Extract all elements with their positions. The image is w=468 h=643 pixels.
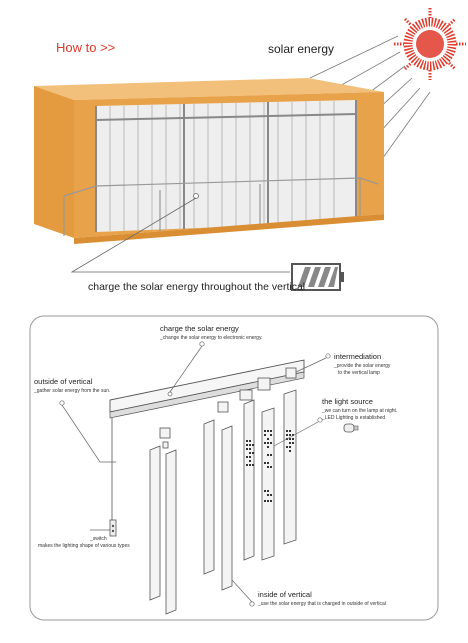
solar-container-box	[34, 78, 384, 244]
charge-desc: _change the solar energy to electronic energy.	[160, 335, 263, 341]
solar-energy-label: solar energy	[268, 42, 335, 56]
switch-title: _switch	[90, 536, 107, 542]
solar-beam	[110, 360, 304, 418]
how-to-heading: How to >>	[56, 40, 116, 55]
diagram-frame	[30, 316, 438, 620]
inside-title: inside of vertical	[258, 590, 312, 599]
intermediation-desc-2: to the vertical lamp	[338, 370, 380, 376]
charge-title: charge the solar energy	[160, 324, 239, 333]
sun-icon	[394, 8, 466, 80]
strip-panels-middle	[204, 368, 296, 590]
light-source-desc-2: _LED Lighting is established	[322, 415, 386, 421]
strip-panels-left	[112, 418, 176, 614]
switch-icon	[110, 520, 116, 536]
switch-desc: makes the lighting shape of various types	[38, 543, 130, 549]
intermediation-desc-1: _provide the solar energy	[334, 363, 391, 369]
intermediation-title: intermediation	[334, 352, 382, 361]
light-source-desc-1: _we can turn on the lamp at night.	[322, 408, 398, 414]
outside-desc: _gather solar energy from the sun.	[34, 388, 111, 394]
light-source-title: the light source	[322, 397, 373, 406]
outside-title: outside of vertical	[34, 377, 93, 386]
charge-caption: charge the solar energy throughout the vertical	[88, 281, 306, 293]
led-bulb-icon	[344, 424, 358, 432]
inside-desc: _use the solar energy that is charged in outside of vertical	[258, 601, 386, 607]
